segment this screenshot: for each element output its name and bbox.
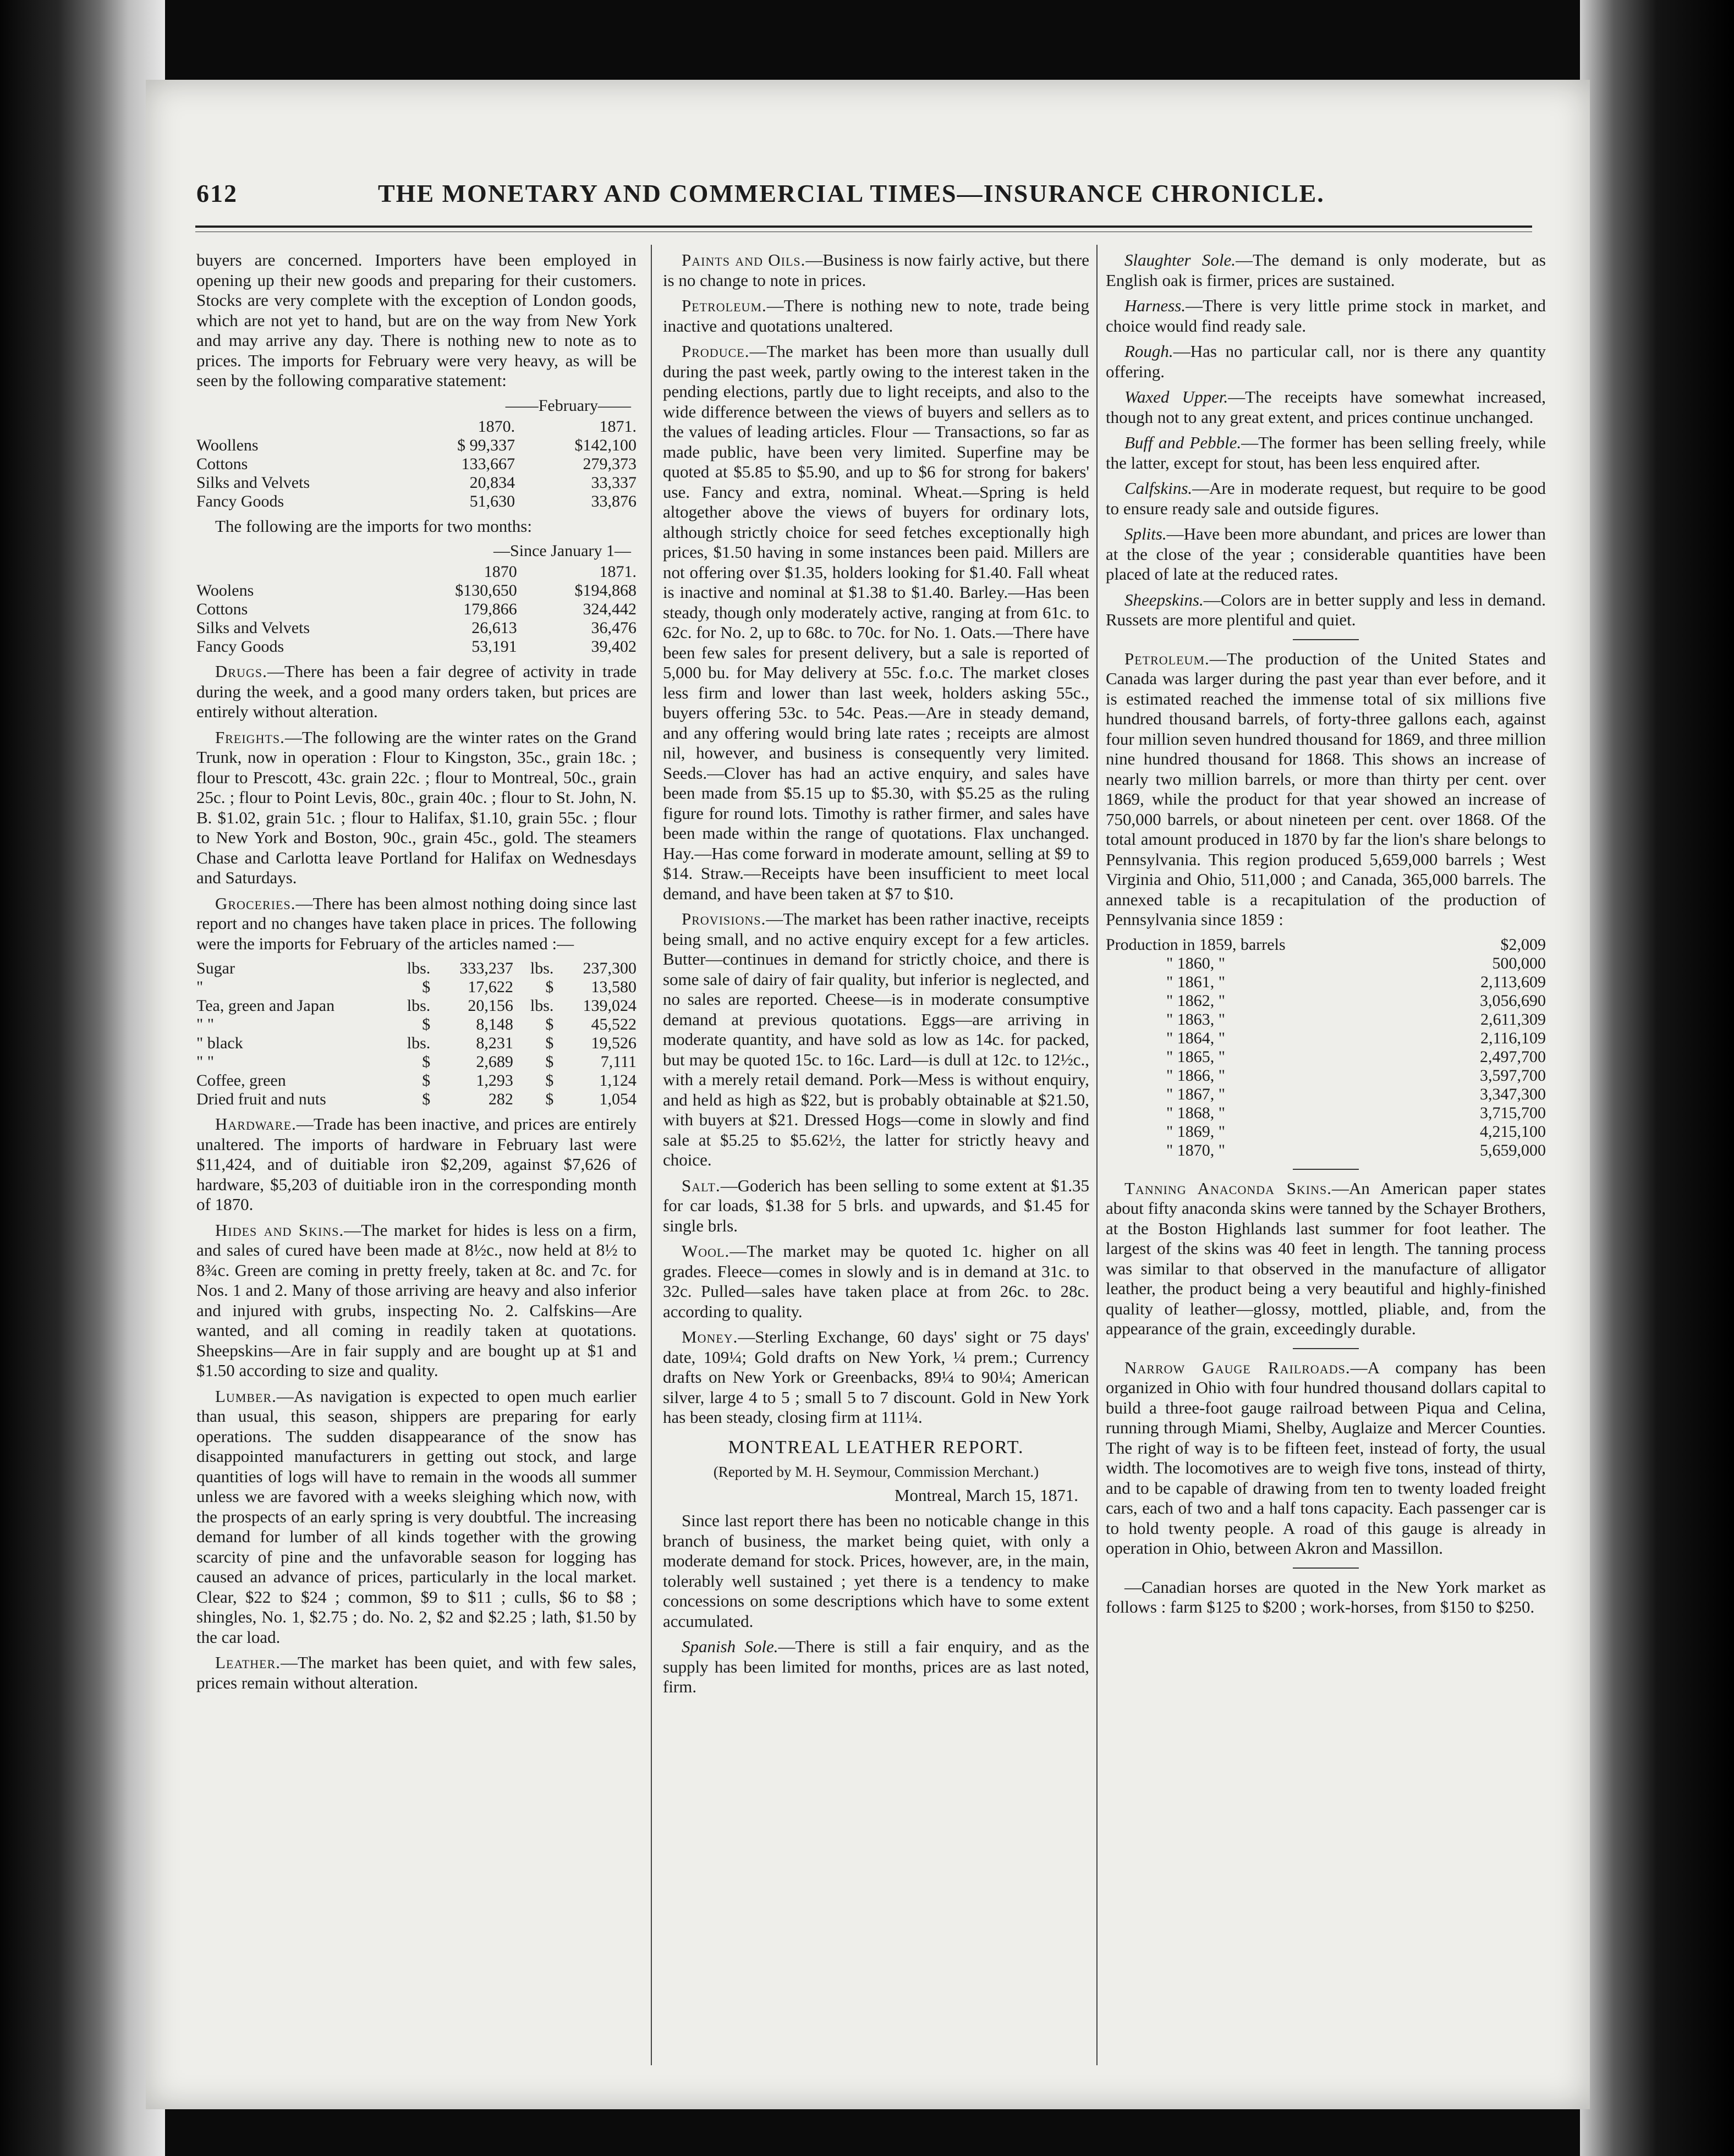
table-cell: Sugar <box>196 959 235 977</box>
groceries-imports-table <box>196 959 636 1109</box>
table-cell: 1870 <box>484 563 517 581</box>
table-cell: $ <box>545 1090 554 1108</box>
tanning-paragraph <box>1106 1179 1546 1339</box>
section-heading: Freights. <box>215 727 285 747</box>
section-heading: Produce. <box>682 342 750 361</box>
table-cell: 36,476 <box>591 619 636 637</box>
section-body: —There has been almost nothing doing since last report and no changes have taken place in prices. The following were the imports for February of the articles named :— <box>196 893 636 953</box>
narrow-gauge-paragraph <box>1106 1358 1546 1559</box>
section-heading: Drugs. <box>215 662 267 681</box>
pennsylvania-production-table <box>1106 936 1546 1160</box>
header-rule <box>195 226 1532 228</box>
calfskins-paragraph <box>1106 479 1546 519</box>
table-cell: 1,293 <box>476 1071 513 1090</box>
two-months-intro: The following are the imports for two months: <box>215 516 532 536</box>
table-cell: 4,215,100 <box>1480 1122 1546 1141</box>
table-row <box>196 637 636 656</box>
table-row <box>1106 1066 1546 1085</box>
section-divider <box>1293 1568 1359 1569</box>
table-cell: $2,009 <box>1500 935 1546 954</box>
table-cell <box>196 563 398 581</box>
table-cell: " <box>196 978 204 996</box>
table-cell: " " <box>196 1053 214 1071</box>
table-row <box>1106 1123 1546 1141</box>
section-body: —Colors are in better supply and less in demand. Russets are more plentiful and quiet. <box>1106 590 1546 629</box>
section-heading: Groceries. <box>215 893 296 913</box>
section-heading: Petroleum. <box>1124 648 1210 668</box>
table-cell: 51,630 <box>469 492 515 510</box>
section-body: —Goderich has been selling to some extent at $1.35 for car loads, $1.38 for 5 brls. and upwards, and $1.45 for single brls. <box>663 1175 1089 1235</box>
section-body: —There is very little prime stock in market, and choice would find ready sale. <box>1106 296 1546 336</box>
table-cell: 39,402 <box>591 637 636 656</box>
table-cell: Production in 1859, barrels <box>1106 935 1286 954</box>
section-body: —The market has been more than usually dull during the past week, partly owing to the interest taken in the pending elections, partly due to light receipts, and also to the wide difference between the views of buyers and sellers as to the values of leading articles. Flour — Transactions, so far as made public, have been very limited. Superfine may be quoted at $5.85 to $5.90, and up to $6 for strong for bakers' use. Fancy and extra, nominal. Wheat.—Spring is held altogether above the views of buyers for ordinary lots, although strictly choice for seed fetches exceptionally high prices, $1.50 having in some instances been paid. Millers are not offering over $1.35, holders looking for $1.40. Fall wheat is inactive and nominal at $1.38 to $1.40. Barley.—Has been steady, though only moderately active, ranging at from 61c. to 62c. for No. 2, up to 68c. to 70c. for No. 1. Oats.—There have been few sales for present delivery, but a sale is reported of 5,000 bu. for May delivery at 55c. f.o.c. The market closes less firm and lower than last week, holders asking 55c., buyers offering 53c. to 54c. Peas.—Are in steady demand, and any offering would bring late rates ; receipts are almost nil, however, and business is consequently very limited. Seeds.—Clover has had an active enquiry, and sales have been made from $5.15 up to $5.30, with $5.25 as the ruling figure for round lots. Timothy is rather firmer, and sales have been made within the range of quotations. Flax unchanged. Hay.—Has come forward in moderate amount, selling at $9 to $14. Straw.—Receipts have been insufficient to meet local demand, and have been taken at $7 to $10. <box>663 342 1089 903</box>
table-cell: 19,526 <box>591 1034 636 1052</box>
table-cell: 45,522 <box>591 1015 636 1033</box>
section-body: —An American paper states about fifty anaconda skins were tanned by the Schayer Brothers, at the Boston Highlands last summer for foot leather. The largest of the skins was 40 feet in length. The tanning process was similar to that observed in the manufacture of alligator leather, the product being a very beautiful and highly-finished quality of leather—glossy, mottled, pliable, and, from the appearance of the grain, exceedingly durable. <box>1106 1178 1546 1338</box>
groceries-paragraph <box>196 894 636 954</box>
section-body: —There has been a fair degree of activity in trade during the week, and a good many orders taken, but prices are entirely without alteration. <box>196 662 636 721</box>
table-cell: " 1860, " <box>1166 954 1225 972</box>
hides-paragraph <box>196 1220 636 1381</box>
column-3 <box>1106 250 1546 2065</box>
spanish-sole-paragraph <box>663 1637 1089 1697</box>
table-row <box>196 959 636 978</box>
table-cell: Silks and Velvets <box>196 619 310 637</box>
section-heading: Rough. <box>1124 342 1173 361</box>
section-body: —As navigation is expected to open much earlier than usual, this season, shippers are preparing for early operations. The sudden disappearance of the snow has disappointed manufacturers in getting out stock, and large quantities of logs will have to remain in the woods all summer unless we are favored with a weeks sleighing which now, with the prospects of an early spring is very doubtful. The increasing demand for lumber of all kinds together with the growing scarcity of pine and the unfavorable season for logging has caused an advance of prices, particularly in the local market. Clear, $22 to $24 ; common, $9 to $11 ; culls, $6 to $8 ; shingles, No. 1, $2.75 ; do. No. 2, $2 and $2.25 ; lath, $1.50 by the car load. <box>196 1386 636 1647</box>
section-body: —Has no particular call, nor is there any quantity offering. <box>1106 342 1546 381</box>
section-heading: Sheepskins. <box>1124 590 1204 609</box>
table-cell: " " <box>196 1015 214 1033</box>
table-cell: " 1863, " <box>1166 1010 1225 1028</box>
table-cell: " 1861, " <box>1166 972 1225 991</box>
book-binding-right <box>1580 0 1734 2156</box>
table-cell: 139,024 <box>583 997 636 1015</box>
table-cell: Coffee, green <box>196 1071 286 1090</box>
wool-paragraph <box>663 1241 1089 1322</box>
table-cell: Cottons <box>196 600 248 618</box>
buff-pebble-paragraph <box>1106 433 1546 473</box>
section-body: —The market for hides is less on a firm, and sales of cured have been made at 8½c., now held at 8½ to 8¾c. Green are coming in pretty freely, taken at 8c. and 7c. for Nos. 1 and 2. Many of those arriving are heavy and also inferior and injured with grubs, inspecting No. 2. Calfskins—Are wanted, and all coming in readily taken at quotations. Sheepskins—Are in fair supply and are bought up at $1 and $1.50 according to size and quality. <box>196 1220 636 1380</box>
table-row <box>196 417 636 436</box>
table-cell: $ <box>422 978 431 996</box>
section-body: —The production of the United States and Canada was larger during the past year than ever before, and it is estimated reached the immense total of six millions five hundred thousand barrels, of forty-three gallons each, against four million seven hundred thousand for 1869, and three million nine hundred thousand for 1868. This shows an increase of nearly two million barrels, or more than thirty per cent. over 1869, while the product for that year showed an increase of 750,000 barrels, or about nineteen per cent. over 1868. Of the total amount produced in 1870 by far the lion's share belongs to Pennsylvania. This region produced 5,659,000 barrels ; West Virginia and Ohio, 511,000 ; and Canada, 365,000 barrels. The annexed table is a recapitulation of the production of Pennsylvania since 1859 : <box>1106 648 1546 929</box>
table-cell: 2,497,700 <box>1480 1047 1546 1066</box>
table-cell: 17,622 <box>468 978 513 996</box>
table-row <box>1106 1085 1546 1104</box>
table-cell: 20,834 <box>469 473 515 492</box>
slaughter-sole-paragraph <box>1106 250 1546 290</box>
provisions-paragraph <box>663 909 1089 1170</box>
table-cell: " black <box>196 1034 243 1052</box>
table-cell: " 1867, " <box>1166 1085 1225 1103</box>
table-row <box>196 581 636 600</box>
section-body: —There is still a fair enquiry, and as the supply has been limited for months, prices are as last noted, firm. <box>663 1637 1089 1696</box>
section-divider <box>1293 1169 1359 1170</box>
table-cell: 1870. <box>478 417 515 436</box>
petroleum-production-paragraph <box>1106 649 1546 930</box>
table-cell: $ <box>545 1015 554 1033</box>
table-cell: 3,347,300 <box>1480 1085 1546 1103</box>
table-cell: Woollens <box>196 436 259 454</box>
section-divider <box>1293 639 1359 640</box>
table-row <box>196 1090 636 1109</box>
table-cell: " 1869, " <box>1166 1122 1225 1141</box>
table-cell: 324,442 <box>583 600 636 618</box>
table-row <box>1106 1048 1546 1066</box>
table-row <box>196 563 636 581</box>
table-row <box>1106 1029 1546 1048</box>
section-body: —The receipts have somewhat increased, though not to any great extent, and prices continue unchanged. <box>1106 387 1546 427</box>
table-cell: 8,231 <box>476 1034 513 1052</box>
table-cell: " 1868, " <box>1166 1103 1225 1122</box>
section-heading: Leather. <box>215 1653 281 1672</box>
table-cell: 3,715,700 <box>1480 1103 1546 1122</box>
table-cell: $ <box>422 1090 431 1108</box>
leather-paragraph <box>196 1653 636 1693</box>
salt-paragraph <box>663 1176 1089 1236</box>
table-cell: 13,580 <box>591 978 636 996</box>
intro-paragraph: buyers are concerned. Importers have been employed in opening up their new goods and preparing for their customers. Stocks are very complete with the exception of London goods, which are not yet to hand, but are on the way from New York and may arrive any day. There is nothing new to note as to prices. The imports for February were very heavy, as will be seen by the following comparative statement: <box>196 250 636 390</box>
column-separator <box>651 245 652 2065</box>
section-heading: Money. <box>682 1327 738 1346</box>
table-cell: lbs. <box>407 959 431 977</box>
table-row <box>1106 1010 1546 1029</box>
table-row <box>196 436 636 455</box>
table-cell: " 1866, " <box>1166 1066 1225 1085</box>
section-body: —The former has been selling freely, while the latter, except for stout, has been less enquired after. <box>1106 433 1546 472</box>
table-cell: 500,000 <box>1492 954 1546 972</box>
sheepskins-paragraph <box>1106 590 1546 630</box>
section-body: —The market may be quoted 1c. higher on all grades. Fleece—comes in slowly and is in demand at 31c. to 32c. Pulled—sales have taken place at from 26c. to 28c. according to quality. <box>663 1241 1089 1321</box>
table-cell: 26,613 <box>471 619 517 637</box>
table-row <box>196 997 636 1015</box>
table-cell: 3,597,700 <box>1480 1066 1546 1085</box>
table-cell: Tea, green and Japan <box>196 997 335 1015</box>
table-cell: $130,650 <box>455 581 517 600</box>
money-paragraph <box>663 1327 1089 1428</box>
table-cell: 2,116,109 <box>1480 1028 1546 1047</box>
petroleum-paragraph <box>663 296 1089 336</box>
table-cell: 1,124 <box>599 1071 636 1090</box>
table-cell: Cottons <box>196 454 248 473</box>
column-2 <box>663 250 1089 2065</box>
lumber-paragraph <box>196 1387 636 1648</box>
table-cell: 282 <box>488 1090 513 1108</box>
running-title: THE MONETARY AND COMMERCIAL TIMES—INSURANCE CHRONICLE. <box>378 179 1325 207</box>
section-heading: Petroleum. <box>682 296 767 315</box>
table-cell: $ <box>422 1071 431 1090</box>
february-table-heading: ——February—— <box>505 396 631 415</box>
table-row <box>196 492 636 511</box>
section-heading: Waxed Upper. <box>1124 387 1228 406</box>
rough-paragraph <box>1106 342 1546 382</box>
harness-paragraph <box>1106 296 1546 336</box>
page-header <box>196 179 1583 217</box>
section-heading: Lumber. <box>215 1386 277 1406</box>
book-binding-left <box>0 0 165 2156</box>
section-heading: Calfskins. <box>1124 479 1193 498</box>
section-body: —The demand is only moderate, but as English oak is firmer, prices are sustained. <box>1106 250 1546 290</box>
section-heading: Wool. <box>682 1241 730 1261</box>
february-span-label: February <box>538 396 598 415</box>
page-number: 612 <box>196 179 238 207</box>
table-row <box>196 1053 636 1071</box>
section-heading: Slaughter Sole. <box>1124 250 1236 270</box>
table-cell: $194,868 <box>574 581 636 600</box>
section-body: —Are in moderate request, but require to be good to ensure ready sale and outside figures. <box>1106 479 1546 518</box>
table-row <box>196 600 636 619</box>
table-cell: 2,689 <box>476 1053 513 1071</box>
table-cell: 3,056,690 <box>1480 991 1546 1010</box>
table-row <box>1106 1141 1546 1160</box>
table-cell: 1871. <box>599 417 636 436</box>
section-heading: Buff and Pebble. <box>1124 433 1242 452</box>
freights-paragraph <box>196 728 636 888</box>
table-row <box>1106 992 1546 1010</box>
table-cell: 237,300 <box>583 959 636 977</box>
section-body: —There is nothing new to note, trade being inactive and quotations unaltered. <box>663 296 1089 336</box>
table-cell: $142,100 <box>574 436 636 454</box>
section-body: —Trade has been inactive, and prices are entirely unaltered. The imports of hardware in February last were $11,424, and of duitiable iron $2,209, against $7,626 of hardware, $5,203 of duitiable iron in the corresponding month of 1870. <box>196 1114 636 1214</box>
table-cell: Fancy Goods <box>196 637 284 656</box>
leather-report-byline: (Reported by M. H. Seymour, Commission Merchant.) <box>713 1464 1039 1480</box>
table-cell: 8,148 <box>476 1015 513 1033</box>
table-cell: " 1864, " <box>1166 1028 1225 1047</box>
table-row <box>196 455 636 474</box>
section-heading: Provisions. <box>682 909 766 928</box>
table-cell: lbs. <box>407 997 431 1015</box>
february-imports-table <box>196 417 636 511</box>
hardware-paragraph <box>196 1114 636 1215</box>
section-heading: Harness. <box>1124 296 1186 315</box>
leather-report-dateline: Montreal, March 15, 1871. <box>894 1485 1078 1505</box>
table-cell: 33,876 <box>591 492 636 510</box>
waxed-upper-paragraph <box>1106 387 1546 427</box>
table-cell: 53,191 <box>471 637 517 656</box>
table-cell: 2,113,609 <box>1480 972 1546 991</box>
table-row <box>1106 1104 1546 1123</box>
section-body: —Have been more abundant, and prices are lower than at the close of the year ; considerable quantities have been placed of late at the reduced rates. <box>1106 524 1546 584</box>
section-body: —Business is now fairly active, but there is no change to note in prices. <box>663 250 1089 290</box>
table-cell: 20,156 <box>468 997 513 1015</box>
table-cell: $ <box>545 1071 554 1090</box>
horses-paragraph: —Canadian horses are quoted in the New York market as follows : farm $125 to $200 ; work-horses, from $150 to $250. <box>1106 1577 1546 1616</box>
column-separator <box>1096 245 1098 2065</box>
table-cell: " 1865, " <box>1166 1047 1225 1066</box>
table-cell: Silks and Velvets <box>196 473 310 492</box>
newspaper-page <box>146 80 1590 2109</box>
table-cell: Woolens <box>196 581 254 600</box>
table-cell: 333,237 <box>459 959 513 977</box>
table-cell: Dried fruit and nuts <box>196 1090 326 1108</box>
drugs-paragraph <box>196 662 636 722</box>
leather-report-body: Since last report there has been no noticable change in this branch of business, the market being quiet, with only a moderate demand for stock. Prices, however, are, in the main, tolerably well sustained ; yet there is a tendency to make concessions on some descriptions which have to some extent accumulated. <box>663 1511 1089 1631</box>
table-cell: lbs. <box>530 959 554 977</box>
table-cell: 1871. <box>599 563 636 581</box>
table-cell: " 1862, " <box>1166 991 1225 1010</box>
section-heading: Hardware. <box>215 1114 297 1134</box>
table-cell: " 1870, " <box>1166 1141 1225 1159</box>
table-cell <box>196 417 401 436</box>
table-cell: $ <box>545 978 554 996</box>
table-cell: 279,373 <box>583 454 636 473</box>
table-row <box>196 1071 636 1090</box>
column-1 <box>196 250 636 2065</box>
splits-paragraph <box>1106 524 1546 585</box>
table-cell: 5,659,000 <box>1480 1141 1546 1159</box>
table-row <box>196 1034 636 1053</box>
table-cell: $ <box>545 1034 554 1052</box>
section-body: —The market has been rather inactive, receipts being small, and no active enquiry except for a few articles. Butter—continues in demand for strictly choice, and there is some sale of dairy of fair quality, but inferior is neglected, and no sales are reported. Cheese—is in moderate consumptive demand at previous quotations. Eggs—are arriving in moderate quantity, and have sold as low as 14c. for packed, but may be quoted 15c. to 16c. Lard—is dull at 12c. to 12½c., with a merely retail demand. Pork—Mess is without enquiry, and held as high as $22, but is probably obtainable at $21.50, with buyers at $21. Dressed Hogs—come in slowly and find sale at $5.25 to $5.62½, the latter for strictly heavy and choice. <box>663 909 1089 1169</box>
table-row <box>1106 973 1546 992</box>
section-heading: Salt. <box>682 1175 721 1195</box>
table-row <box>1106 954 1546 973</box>
table-row <box>196 619 636 637</box>
table-cell: 179,866 <box>463 600 517 618</box>
table-row <box>196 1015 636 1034</box>
table-cell: 2,611,309 <box>1480 1010 1546 1028</box>
table-cell: 33,337 <box>591 473 636 492</box>
section-divider <box>1293 1348 1359 1349</box>
table-cell: 7,111 <box>600 1053 636 1071</box>
produce-paragraph <box>663 342 1089 904</box>
table-cell: 133,667 <box>461 454 515 473</box>
section-heading: Spanish Sole. <box>682 1637 778 1656</box>
table-cell: lbs. <box>530 997 554 1015</box>
section-body: —The following are the winter rates on the Grand Trunk, now in operation : Flour to Kingston, 35c., grain 18c. ; flour to Prescott, 43c. grain 22c. ; flour to Montreal, 50c., grain 25c. ; flour to Point Levis, 80c., grain 40c. ; flour to St. John, N. B. $1.02, grain 51c. ; flour to Halifax, $1.10, grain 55c. ; flour to New York and Boston, 90c., grain 45c., gold. The steamers Chase and Carlotta leave Portland for Halifax on Wednesdays and Saturdays. <box>196 727 636 887</box>
table-cell: Fancy Goods <box>196 492 284 510</box>
january-span-label: Since January 1 <box>510 542 614 560</box>
section-body: —Sterling Exchange, 60 days' sight or 75 days' date, 109¼; Gold drafts on New York, ¼ prem.; Currency drafts on New York or Greenbacks, 89¼ to 90¼; American silver, large 4 to 5 ; small 5 to 7 discount. Gold in New York has been steady, closing firm at 111¼. <box>663 1327 1089 1427</box>
section-heading: Hides and Skins. <box>215 1220 344 1240</box>
section-heading: Splits. <box>1124 524 1167 543</box>
two-months-imports-table <box>196 563 636 656</box>
section-body: —The market has been quiet, and with few sales, prices remain without alteration. <box>196 1653 636 1692</box>
table-row <box>1106 936 1546 954</box>
table-cell: $ 99,337 <box>457 436 515 454</box>
leather-report-title: MONTREAL LEATHER REPORT. <box>728 1437 1024 1458</box>
section-heading: Narrow Gauge Railroads. <box>1124 1357 1351 1377</box>
january-table-heading: —Since January 1— <box>493 542 631 560</box>
table-cell: 1,054 <box>599 1090 636 1108</box>
table-cell: $ <box>545 1053 554 1071</box>
section-heading: Paints and Oils. <box>682 250 806 270</box>
table-cell: $ <box>422 1015 431 1033</box>
section-body: —A company has been organized in Ohio with four hundred thousand dollars capital to build a three-foot gauge railroad between Piqua and Celina, running through Miami, Shelby, Auglaize and Mercer Counties. The right of way is to be fifteen feet, instead of forty, the usual width. The locomotives are to weigh five tons, instead of thirty, and to be capable of drawing from ten to twenty loaded freight cars, each of two and a half tons capacity. Each passenger car is to hold twenty people. A road of this gauge is already in operation in Ohio, between Akron and Massillon. <box>1106 1357 1546 1558</box>
table-cell: $ <box>422 1053 431 1071</box>
section-heading: Tanning Anaconda Skins. <box>1124 1178 1332 1198</box>
table-row <box>196 978 636 997</box>
table-cell: lbs. <box>407 1034 431 1052</box>
paints-paragraph <box>663 250 1089 290</box>
table-row <box>196 474 636 492</box>
